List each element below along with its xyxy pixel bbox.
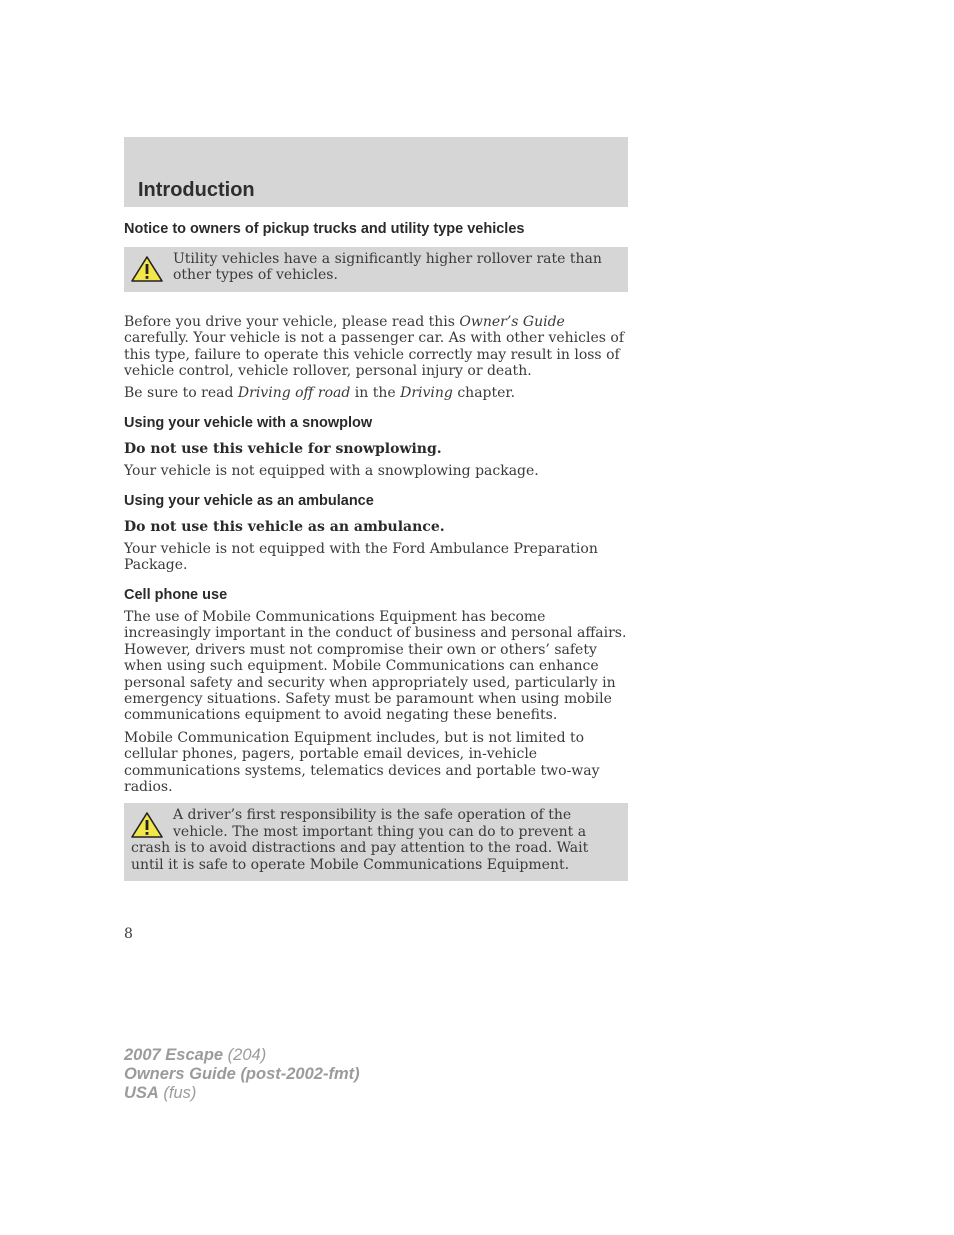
- paragraph-driving-off-road: Be sure to read Driving off road in the Driving chapter.: [124, 385, 516, 402]
- snowplow-text: Your vehicle is not equipped with a snowplowing package.: [124, 463, 539, 480]
- page-number: 8: [124, 926, 133, 942]
- warning-triangle-icon: [131, 812, 163, 838]
- snowplow-warning: Do not use this vehicle for snowplowing.: [124, 440, 442, 457]
- warning-text-rollover: Utility vehicles have a significantly higher rollover rate than other types of vehicles.: [173, 251, 602, 284]
- warning-box-driver-responsibility: [124, 803, 628, 881]
- ambulance-warning: Do not use this vehicle as an ambulance.: [124, 518, 445, 535]
- page-content: [124, 220, 628, 903]
- footer-line-model: 2007 Escape (204): [124, 1046, 267, 1064]
- document-footer: [124, 1046, 360, 1103]
- heading-cell-phone: Cell phone use: [124, 586, 228, 603]
- paragraph-read-guide: Before you drive your vehicle, please read this Owner’s Guide carefully. Your vehicle is not a passenger car. As with other vehicles of this type, failure to operate this vehicle correctly may result in loss of vehicle control, vehicle rollover, personal injury or death.: [124, 313, 625, 380]
- footer-line-market: USA (fus): [124, 1084, 197, 1102]
- warning-text-driver-responsibility: A driver’s first responsibility is the safe operation of the vehicle. The most important thing you can do to prevent a crash is to avoid distractions and pay attention to the road. Wait until it is safe to operate Mobile Communications Equipment.: [131, 807, 589, 873]
- cell-phone-paragraph-2: Mobile Communication Equipment includes, but is not limited to cellular phones, pagers, portable email devices, in-vehicle communications systems, telematics devices and portable two-way radios.: [124, 729, 600, 795]
- page-title: Introduction: [138, 179, 255, 201]
- heading-pickup-notice: Notice to owners of pickup trucks and utility type vehicles: [124, 221, 525, 237]
- heading-ambulance: Using your vehicle as an ambulance: [124, 492, 374, 509]
- footer-line-guide: Owners Guide (post-2002-fmt): [124, 1065, 360, 1083]
- section-header-band: [124, 137, 628, 207]
- heading-snowplow: Using your vehicle with a snowplow: [124, 414, 373, 431]
- warning-triangle-icon: [131, 256, 163, 282]
- cell-phone-paragraph-1: The use of Mobile Communications Equipment has become increasingly important in the conduct of business and personal affairs. However, drivers must not compromise their own or others’ safety when using such equipment. Mobile Communications can enhance personal safety and security when appropriately used, particularly in emergency situations. Safety must be paramount when using mobile communications equipment to avoid negating these benefits.: [124, 608, 627, 724]
- ambulance-text: Your vehicle is not equipped with the Ford Ambulance Preparation Package.: [124, 541, 598, 574]
- warning-box-rollover: [124, 247, 628, 292]
